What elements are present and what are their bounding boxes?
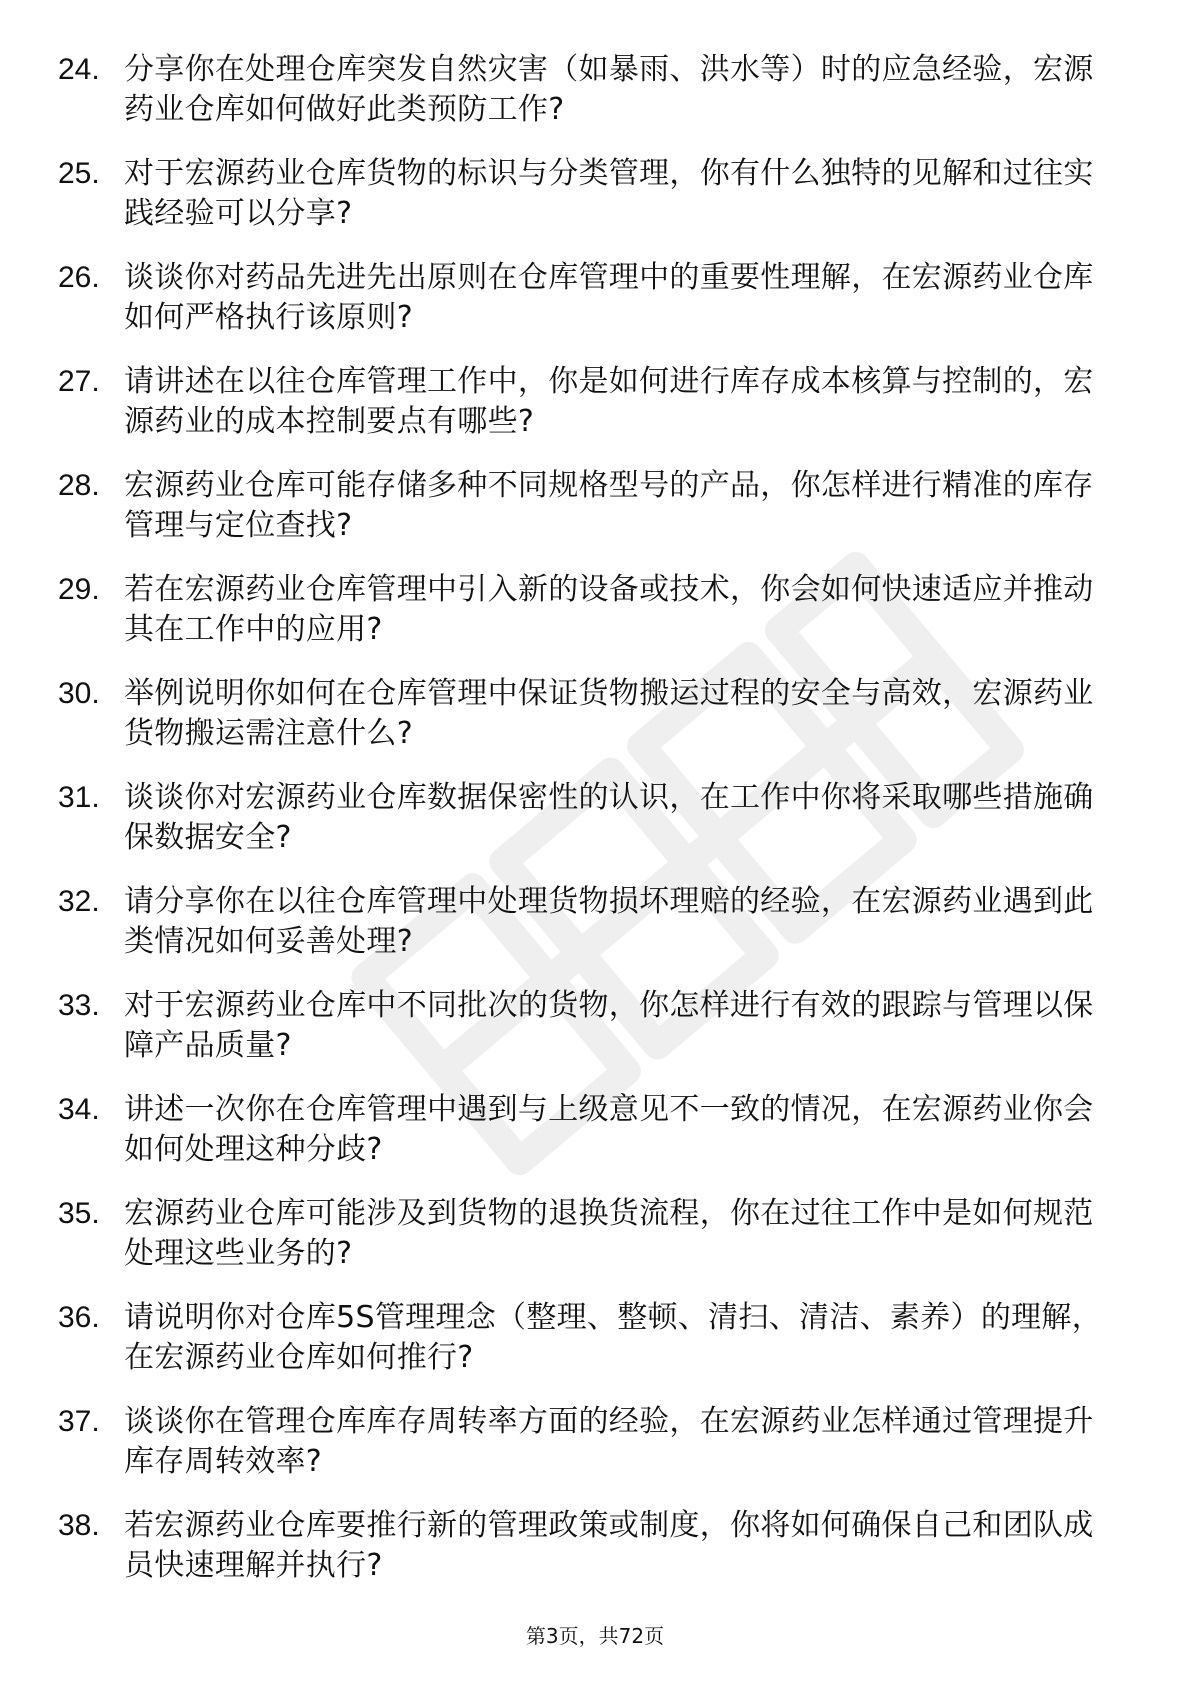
- page-footer: [0, 1622, 1190, 1650]
- question-item: [58, 1090, 1118, 1174]
- question-number: 24.: [58, 53, 100, 86]
- question-number: 25.: [58, 157, 100, 190]
- question-text: 请说明你对仓库5S管理理念（整理、整顿、清扫、清洁、素养）的理解，在宏源药业仓库如何推行?: [124, 1300, 1103, 1375]
- question-item: [58, 154, 1118, 238]
- question-text: 讲述一次你在仓库管理中遇到与上级意见不一致的情况，在宏源药业你会如何处理这种分歧?: [124, 1092, 1094, 1167]
- page-number-label: 第3页，共72页: [525, 1624, 665, 1648]
- question-item: [58, 1402, 1118, 1486]
- question-text: 谈谈你对药品先进先出原则在仓库管理中的重要性理解，在宏源药业仓库如何严格执行该原则?: [124, 260, 1094, 335]
- question-item: [58, 1506, 1118, 1590]
- question-number: 35.: [58, 1197, 100, 1230]
- question-number: 27.: [58, 365, 100, 398]
- question-item: [58, 778, 1118, 862]
- question-item: [58, 1298, 1118, 1382]
- question-text: 举例说明你如何在仓库管理中保证货物搬运过程的安全与高效，宏源药业货物搬运需注意什么?: [124, 676, 1094, 751]
- question-text: 对于宏源药业仓库货物的标识与分类管理，你有什么独特的见解和过往实践经验可以分享?: [124, 156, 1094, 231]
- question-text: 谈谈你对宏源药业仓库数据保密性的认识，在工作中你将采取哪些措施确保数据安全?: [124, 780, 1094, 855]
- question-item: [58, 50, 1118, 134]
- question-item: [58, 882, 1118, 966]
- question-number: 38.: [58, 1509, 100, 1542]
- question-item: [58, 674, 1118, 758]
- question-number: 30.: [58, 677, 100, 710]
- question-item: [58, 258, 1118, 342]
- question-text: 若宏源药业仓库要推行新的管理政策或制度，你将如何确保自己和团队成员快速理解并执行?: [124, 1508, 1094, 1583]
- question-number: 37.: [58, 1405, 100, 1438]
- question-text: 若在宏源药业仓库管理中引入新的设备或技术，你会如何快速适应并推动其在工作中的应用?: [124, 572, 1094, 647]
- question-item: [58, 1194, 1118, 1278]
- question-item: [58, 986, 1118, 1070]
- question-item: [58, 362, 1118, 446]
- question-number: 31.: [58, 781, 100, 814]
- question-text: 宏源药业仓库可能涉及到货物的退换货流程，你在过往工作中是如何规范处理这些业务的?: [124, 1196, 1094, 1271]
- question-number: 26.: [58, 261, 100, 294]
- question-item: [58, 466, 1118, 550]
- question-number: 33.: [58, 989, 100, 1022]
- question-number: 32.: [58, 885, 100, 918]
- question-number: 36.: [58, 1301, 100, 1334]
- question-text: 宏源药业仓库可能存储多种不同规格型号的产品，你怎样进行精准的库存管理与定位查找?: [124, 468, 1094, 543]
- question-text: 分享你在处理仓库突发自然灾害（如暴雨、洪水等）时的应急经验，宏源药业仓库如何做好此类预防工作?: [124, 52, 1094, 127]
- question-number: 34.: [58, 1093, 100, 1126]
- question-text: 请讲述在以往仓库管理工作中，你是如何进行库存成本核算与控制的，宏源药业的成本控制要点有哪些?: [124, 364, 1094, 439]
- question-number: 29.: [58, 573, 100, 606]
- question-text: 对于宏源药业仓库中不同批次的货物，你怎样进行有效的跟踪与管理以保障产品质量?: [124, 988, 1094, 1063]
- question-item: [58, 570, 1118, 654]
- question-text: 谈谈你在管理仓库库存周转率方面的经验，在宏源药业怎样通过管理提升库存周转效率?: [124, 1404, 1094, 1479]
- question-list: [58, 50, 1118, 1610]
- question-text: 请分享你在以往仓库管理中处理货物损坏理赔的经验，在宏源药业遇到此类情况如何妥善处理?: [124, 884, 1094, 959]
- question-number: 28.: [58, 469, 100, 502]
